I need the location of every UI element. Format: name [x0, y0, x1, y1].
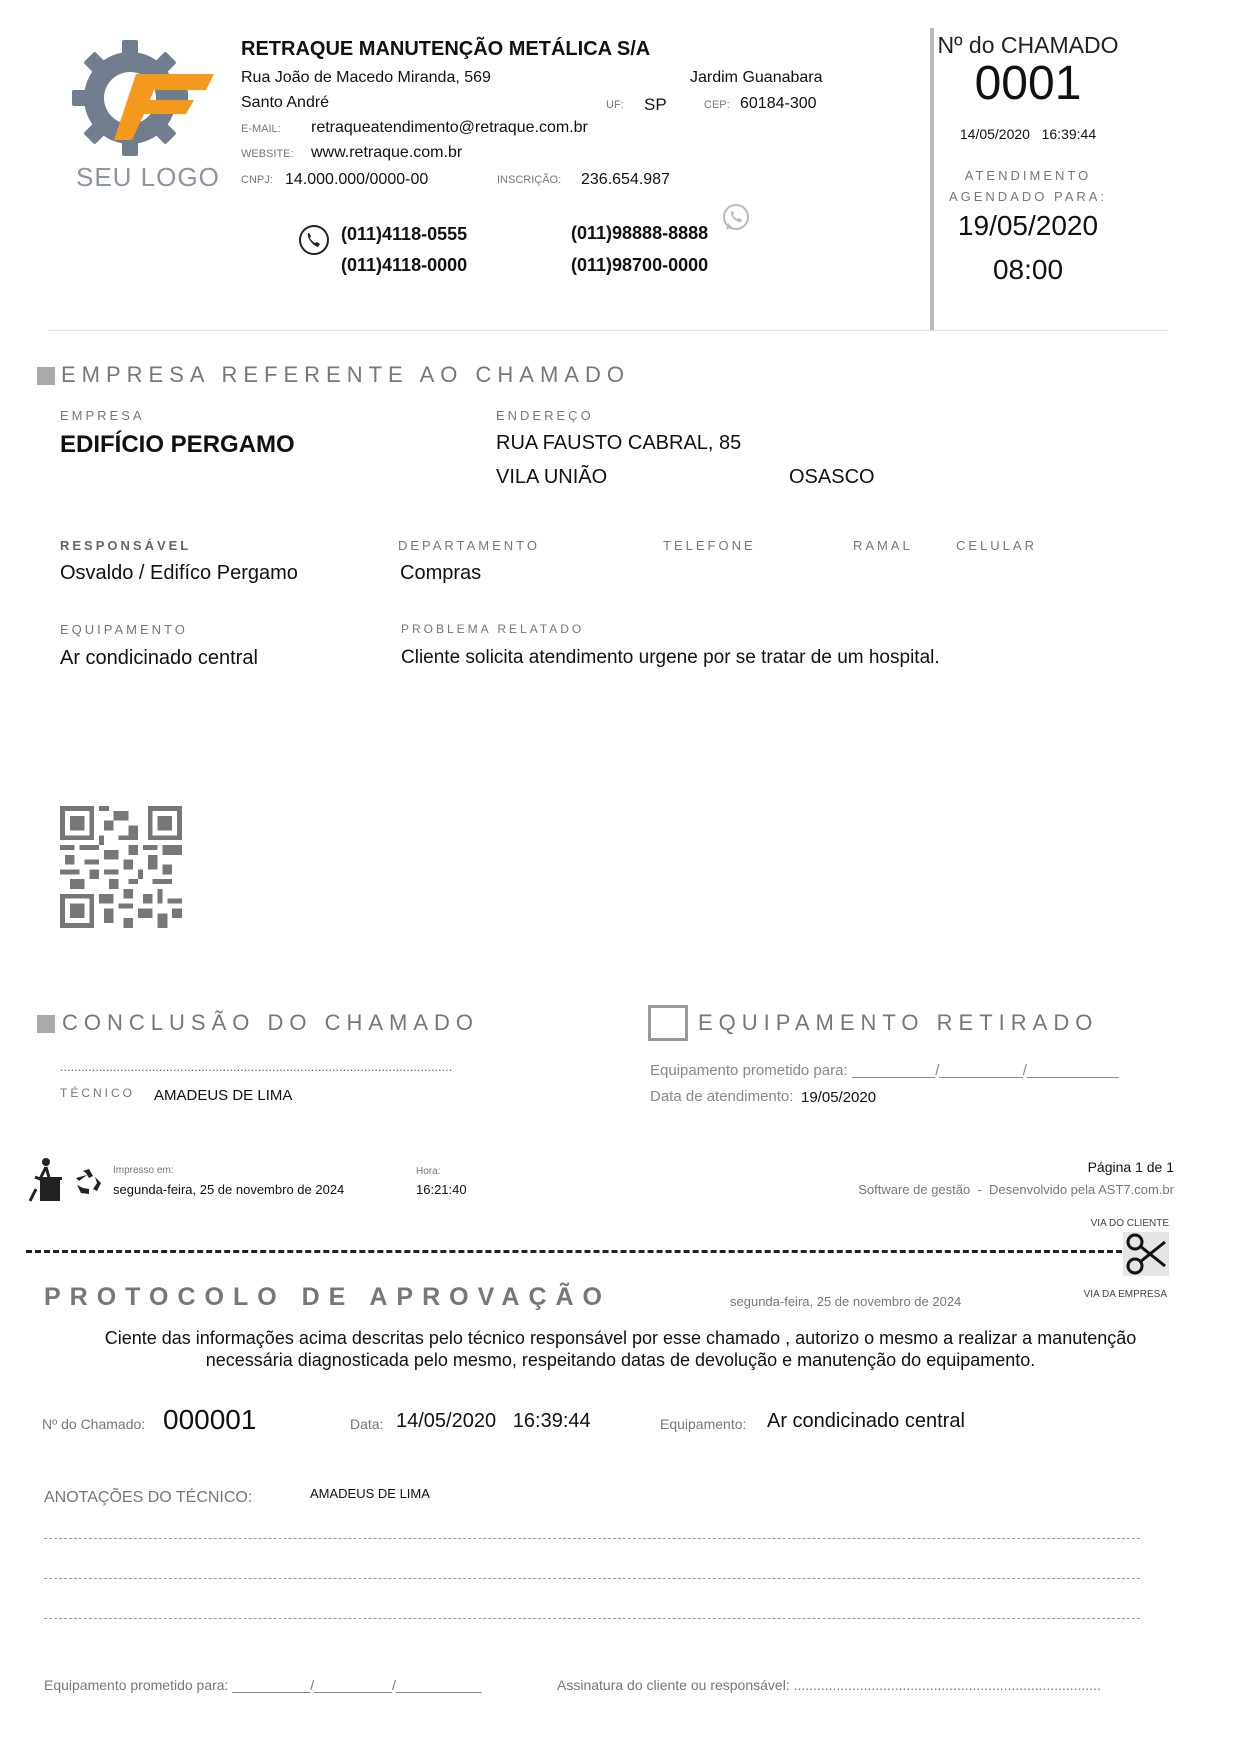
- protocol-chamado-label: Nº do Chamado:: [42, 1416, 146, 1432]
- company-logo: [66, 34, 220, 194]
- retirado-title: EQUIPAMENTO RETIRADO: [698, 1010, 1099, 1035]
- scheduled-date: 19/05/2020: [957, 210, 1099, 241]
- website-label: WEBSITE:: [241, 148, 294, 160]
- protocol-prometido-line: Equipamento prometido para: __________/__________/___________: [44, 1677, 482, 1693]
- protocol-date: segunda-feira, 25 de novembro de 2024: [730, 1294, 962, 1309]
- tecnico-label: TÉCNICO: [60, 1086, 135, 1100]
- protocol-data: 14/05/2020 16:39:44: [396, 1410, 591, 1432]
- tecnico-value: AMADEUS DE LIMA: [154, 1087, 293, 1104]
- ticket-number: 0001: [974, 57, 1082, 110]
- impresso-label: Impresso em:: [113, 1165, 174, 1176]
- whatsapp-icon: [720, 202, 752, 234]
- empresa-label: EMPRESA: [60, 408, 145, 423]
- page-number: Página 1 de 1: [1087, 1159, 1174, 1175]
- trash-icon: [26, 1157, 64, 1203]
- problema-value: Cliente solicita atendimento urgene por se tratar de um hospital.: [401, 647, 940, 668]
- hora-value: 16:21:40: [416, 1182, 467, 1197]
- atendimento-label: Data de atendimento:: [650, 1088, 794, 1105]
- assinatura-line: Assinatura do cliente ou responsável: ...............................................................................: [557, 1677, 1101, 1693]
- company-name: RETRAQUE MANUTENÇÃO METÁLICA S/A: [241, 38, 651, 60]
- uf-value: SP: [644, 95, 667, 114]
- scheduled-label-1: ATENDIMENTO: [964, 168, 1092, 183]
- protocol-text-1: Ciente das informações acima descritas pelo técnico responsável por esse chamado , autorizo o mesmo a realizar a manutenção: [104, 1328, 1137, 1348]
- cnpj-label: CNPJ:: [241, 174, 273, 186]
- prometido-line: Equipamento prometido para: __________/__________/___________: [650, 1062, 1119, 1079]
- ticket-created: 14/05/2020 16:39:44: [959, 126, 1097, 142]
- protocol-text-2: necessária diagnosticada pelo mesmo, respeitando datas de devolução e manutenção do equipamento.: [205, 1350, 1036, 1370]
- section-empresa-title: EMPRESA REFERENTE AO CHAMADO: [61, 362, 630, 387]
- via-cliente: VIA DO CLIENTE: [1090, 1218, 1169, 1229]
- gear-logo-icon: [66, 34, 216, 164]
- company-district: Jardim Guanabara: [690, 69, 823, 86]
- ticket-title: Nº do CHAMADO: [937, 32, 1119, 58]
- retirado-checkbox[interactable]: [648, 1005, 688, 1041]
- mobile-2: (011)98700-0000: [571, 255, 709, 275]
- empresa-value: EDIFÍCIO PERGAMO: [60, 431, 295, 458]
- ramal-label: RAMAL: [853, 538, 913, 553]
- via-empresa: VIA DA EMPRESA: [1083, 1289, 1167, 1300]
- software-credit: Software de gestão - Desenvolvido pela AST7.com.br: [858, 1182, 1174, 1197]
- bairro-value: VILA UNIÃO: [496, 466, 608, 488]
- impresso-date: segunda-feira, 25 de novembro de 2024: [113, 1182, 345, 1197]
- logo-text: SEU LOGO: [76, 162, 220, 192]
- email-value: retraqueatendimento@retraque.com.br: [311, 119, 588, 136]
- anotacoes-label: ANOTAÇÕES DO TÉCNICO:: [44, 1489, 253, 1506]
- scheduled-label-2: AGENDADO PARA:: [948, 189, 1108, 204]
- scissors-icon: [1123, 1232, 1169, 1276]
- protocol-equip: Ar condicinado central: [767, 1410, 965, 1432]
- phone-icon: [298, 224, 330, 256]
- cep-value: 60184-300: [740, 95, 817, 112]
- phone-2: (011)4118-0000: [341, 255, 468, 275]
- inscricao-value: 236.654.987: [581, 171, 670, 188]
- conclusion-marker: [37, 1015, 55, 1033]
- notes-line-3[interactable]: [44, 1618, 1140, 1619]
- conclusion-title: CONCLUSÃO DO CHAMADO: [62, 1010, 480, 1035]
- departamento-label: DEPARTAMENTO: [398, 538, 540, 553]
- phone-1: (011)4118-0555: [341, 224, 468, 244]
- departamento-value: Compras: [400, 562, 482, 584]
- cep-label: CEP:: [704, 99, 730, 111]
- anotacoes-tecnico: AMADEUS DE LIMA: [310, 1486, 430, 1501]
- protocol-chamado: 000001: [163, 1404, 257, 1435]
- notes-line-1[interactable]: [44, 1538, 1140, 1539]
- scheduled-time: 08:00: [992, 254, 1064, 285]
- celular-label: CELULAR: [956, 538, 1037, 553]
- responsavel-label: RESPONSÁVEL: [60, 538, 192, 553]
- cut-line: [26, 1250, 1122, 1253]
- mobile-1: (011)98888-8888: [571, 223, 709, 243]
- cnpj-value: 14.000.000/0000-00: [285, 171, 429, 188]
- endereco-label: ENDEREÇO: [496, 408, 594, 423]
- inscricao-label: INSCRIÇÃO:: [497, 174, 562, 186]
- endereco-value: RUA FAUSTO CABRAL, 85: [496, 432, 742, 454]
- header-bottom-divider: [48, 330, 1168, 331]
- email-label: E-MAIL:: [241, 123, 281, 135]
- atendimento-date: 19/05/2020: [801, 1089, 877, 1106]
- company-street: Rua João de Macedo Miranda, 569: [241, 69, 491, 86]
- problema-label: PROBLEMA RELATADO: [401, 622, 585, 636]
- recycle-icon: [73, 1167, 105, 1197]
- protocol-title: PROTOCOLO DE APROVAÇÃO: [44, 1283, 612, 1311]
- protocol-equip-label: Equipamento:: [660, 1416, 747, 1432]
- telefone-label: TELEFONE: [663, 538, 756, 553]
- company-city: Santo André: [241, 94, 330, 111]
- equipamento-value: Ar condicinado central: [60, 647, 258, 669]
- qr-code: [60, 806, 182, 928]
- signature-dots: ...............................................................................................................: [60, 1060, 453, 1074]
- cidade-value: OSASCO: [789, 466, 875, 488]
- section-marker: [37, 367, 55, 385]
- protocol-data-label: Data:: [350, 1416, 384, 1432]
- responsavel-value: Osvaldo / Edifíco Pergamo: [60, 562, 298, 584]
- notes-line-2[interactable]: [44, 1578, 1140, 1579]
- website-value: www.retraque.com.br: [311, 144, 463, 161]
- uf-label: UF:: [606, 99, 624, 111]
- equipamento-label: EQUIPAMENTO: [60, 622, 188, 637]
- hora-label: Hora:: [416, 1166, 441, 1177]
